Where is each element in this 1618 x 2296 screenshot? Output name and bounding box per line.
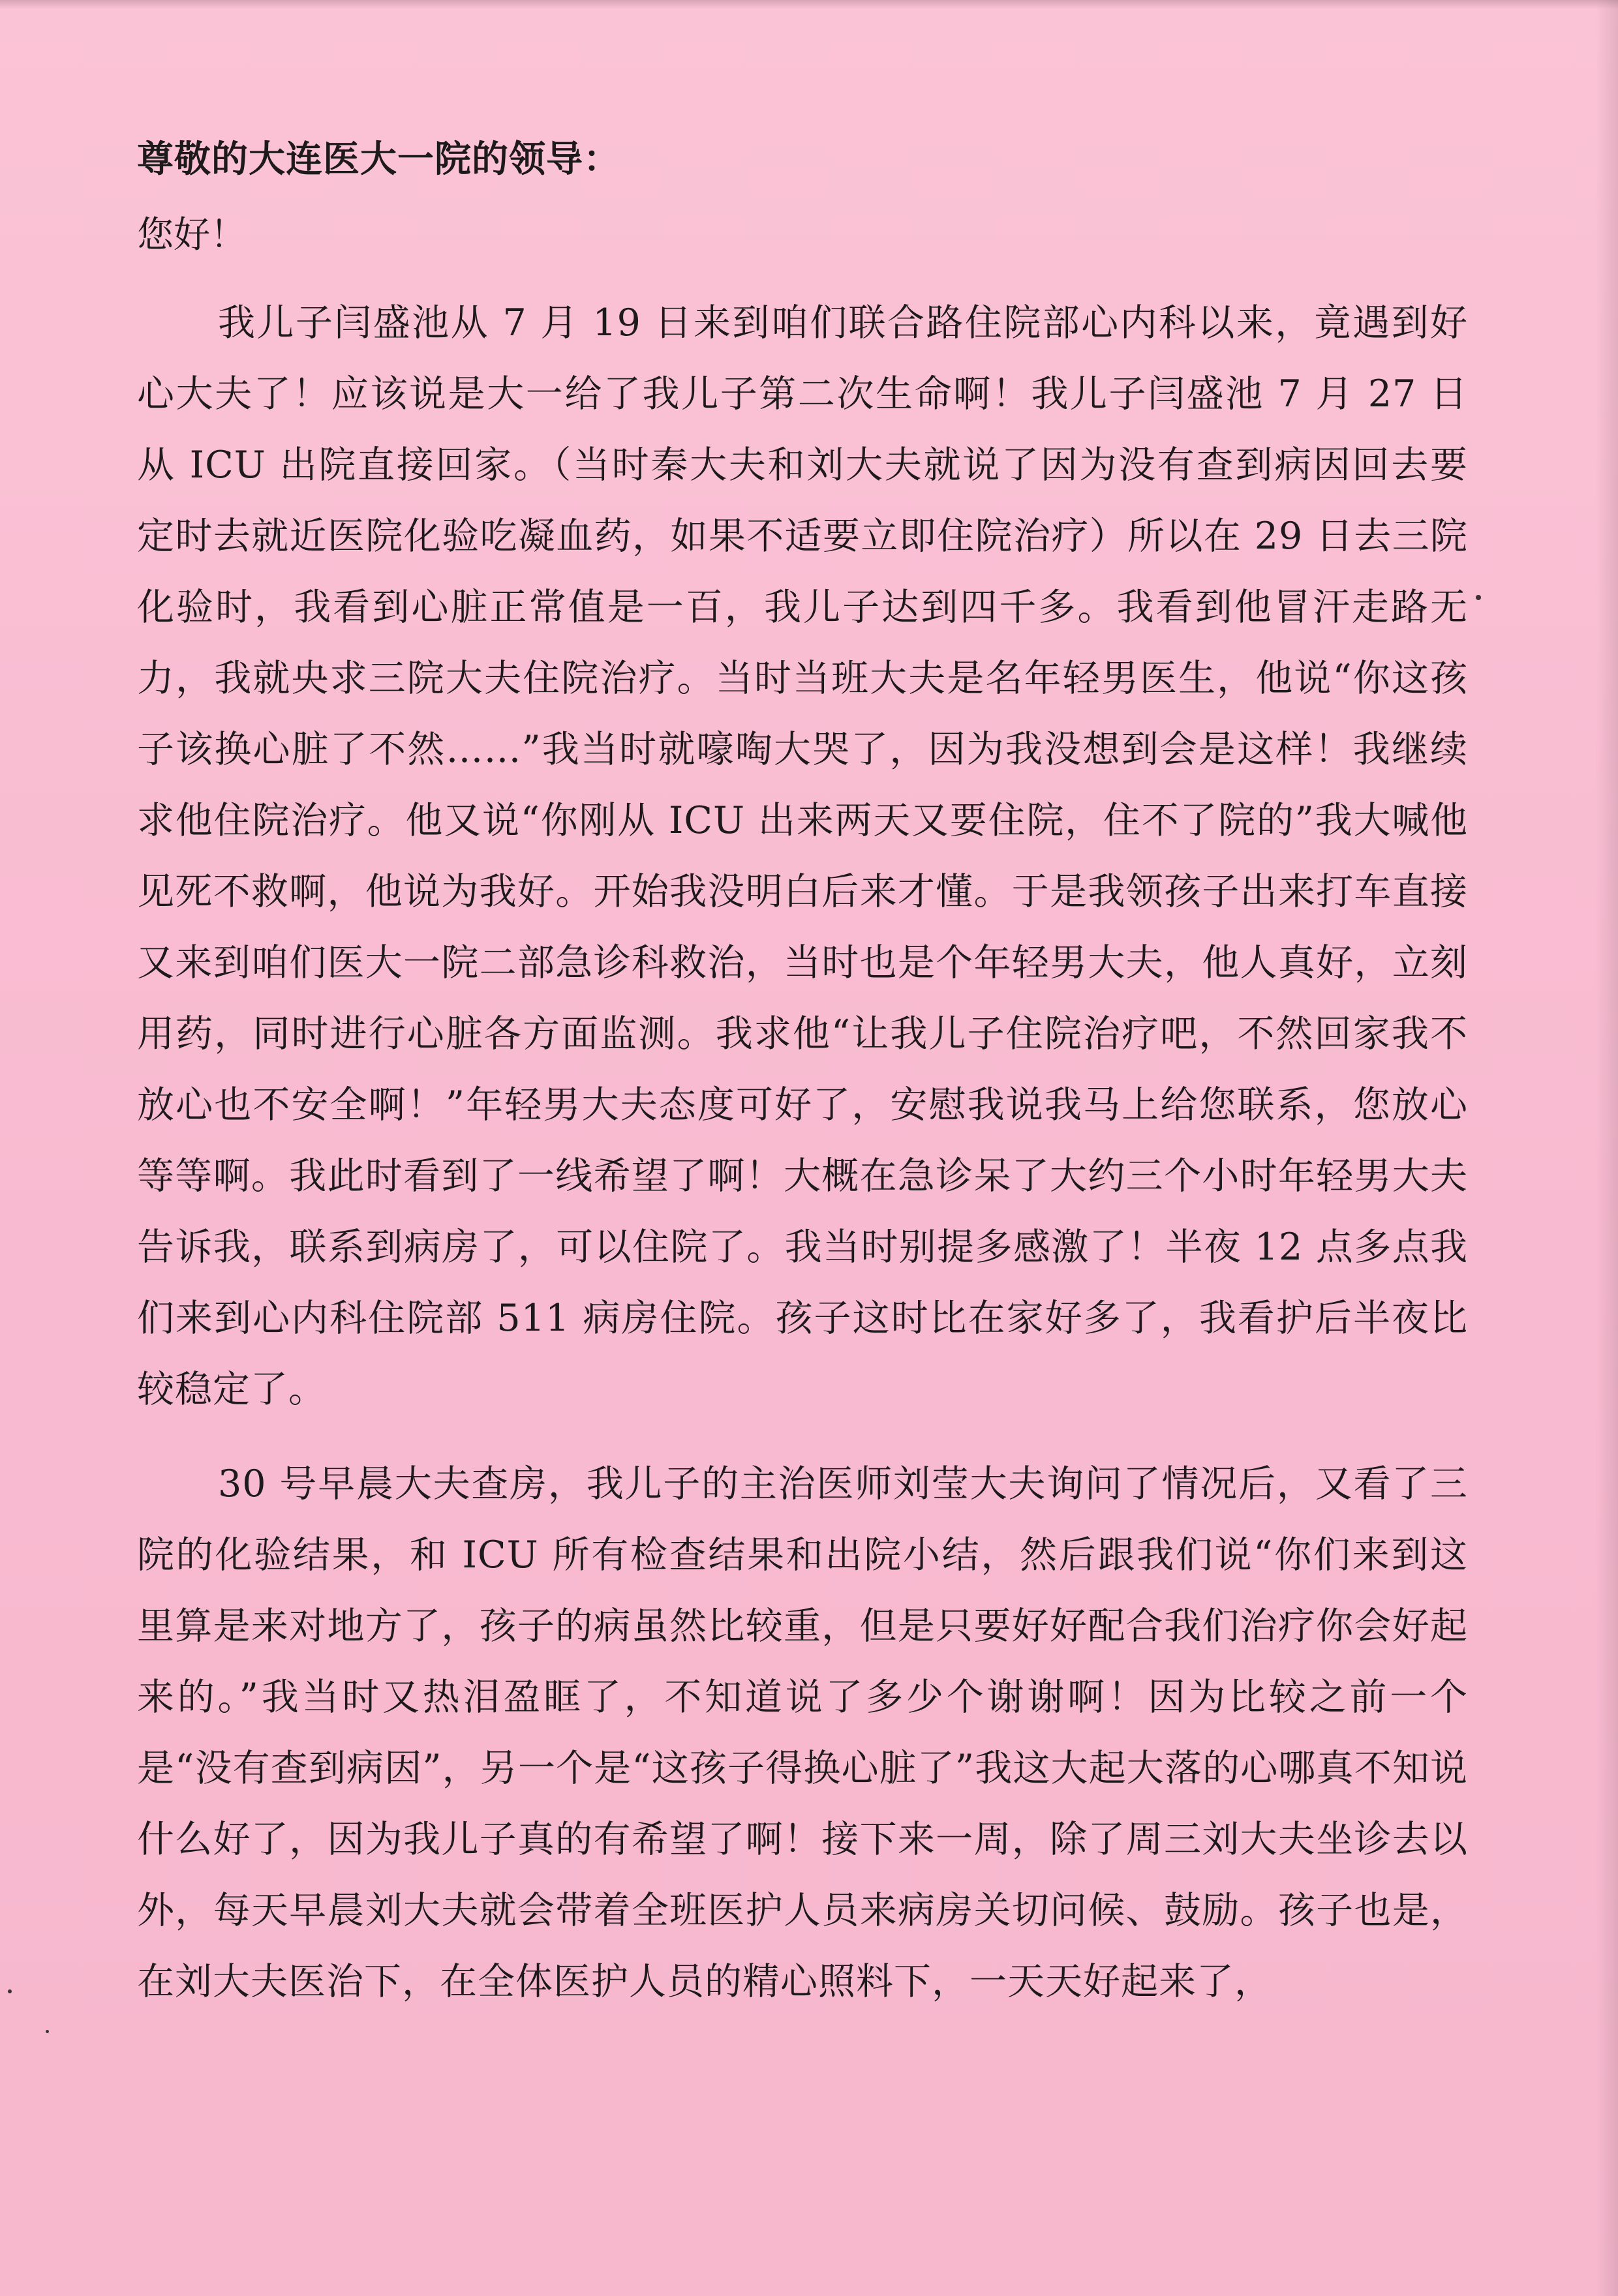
scan-speck — [8, 1989, 12, 1993]
letter-greeting: 您好！ — [137, 214, 247, 256]
scan-speck — [1476, 595, 1481, 600]
scan-shadow-right — [1596, 0, 1618, 2296]
scan-speck — [46, 2030, 49, 2033]
letter-paragraph-1: 我儿子闫盛池从 7 月 19 日来到咱们联合路住院部心内科以来，竟遇到好心大夫了！应该说是大一给了我儿子第二次生命啊！我儿子闫盛池 7 月 27 日从 ICU 出院直接回家。（当时秦大夫和刘大夫就说了因为没有查到病因回去要定时去就近医院化验吃凝血药，如果不适要立即住院治疗）所以在 29 日去三院化验时，我看到心脏正常值是一百，我儿子达到四千多。我看到他冒汗走路无力，我就央求三院大夫住院治疗。当时当班大夫是名年轻男医生，他说“你这孩子该换心脏了不然……”我当时就嚎啕大哭了，因为我没想到会是这样！我继续求他住院治疗。他又说“你刚从 ICU 出来两天又要住院，住不了院的”我大喊他见死不救啊，他说为我好。开始我没明白后来才懂。于是我领孩子出来打车直接又来到咱们医大一院二部急诊科救治，当时也是个年轻男大夫，他人真好，立刻用药，同时进行心脏各方面监测。我求他“让我儿子住院治疗吧，不然回家我不放心也不安全啊！”年轻男大夫态度可好了，安慰我说我马上给您联系，您放心等等啊。我此时看到了一线希望了啊！大概在急诊呆了大约三个小时年轻男大夫告诉我，联系到病房了，可以住院了。我当时别提多感激了！半夜 12 点多点我们来到心内科住院部 511 病房住院。孩子这时比在家好多了，我看护后半夜比较稳定了。 — [137, 301, 1468, 1411]
letter-paragraph-2: 30 号早晨大夫查房，我儿子的主治医师刘莹大夫询问了情况后，又看了三院的化验结果，和 ICU 所有检查结果和出院小结，然后跟我们说“你们来到这里算是来对地方了，孩子的病虽然比较重，但是只要好好配合我们治疗你会好起来的。”我当时又热泪盈眶了，不知道说了多少个谢谢啊！因为比较之前一个是“没有查到病因”，另一个是“这孩子得换心脏了”我这大起大落的心哪真不知说什么好了，因为我儿子真的有希望了啊！接下来一周，除了周三刘大夫坐诊去以外，每天早晨刘大夫就会带着全班医护人员来病房关切问候、鼓励。孩子也是，在刘大夫医治下，在全体医护人员的精心照料下，一天天好起来了， — [137, 1462, 1468, 2003]
scan-shadow-top — [0, 0, 1618, 9]
letter-body — [137, 134, 1468, 2017]
letter-salutation: 尊敬的大连医大一院的领导： — [137, 138, 620, 181]
